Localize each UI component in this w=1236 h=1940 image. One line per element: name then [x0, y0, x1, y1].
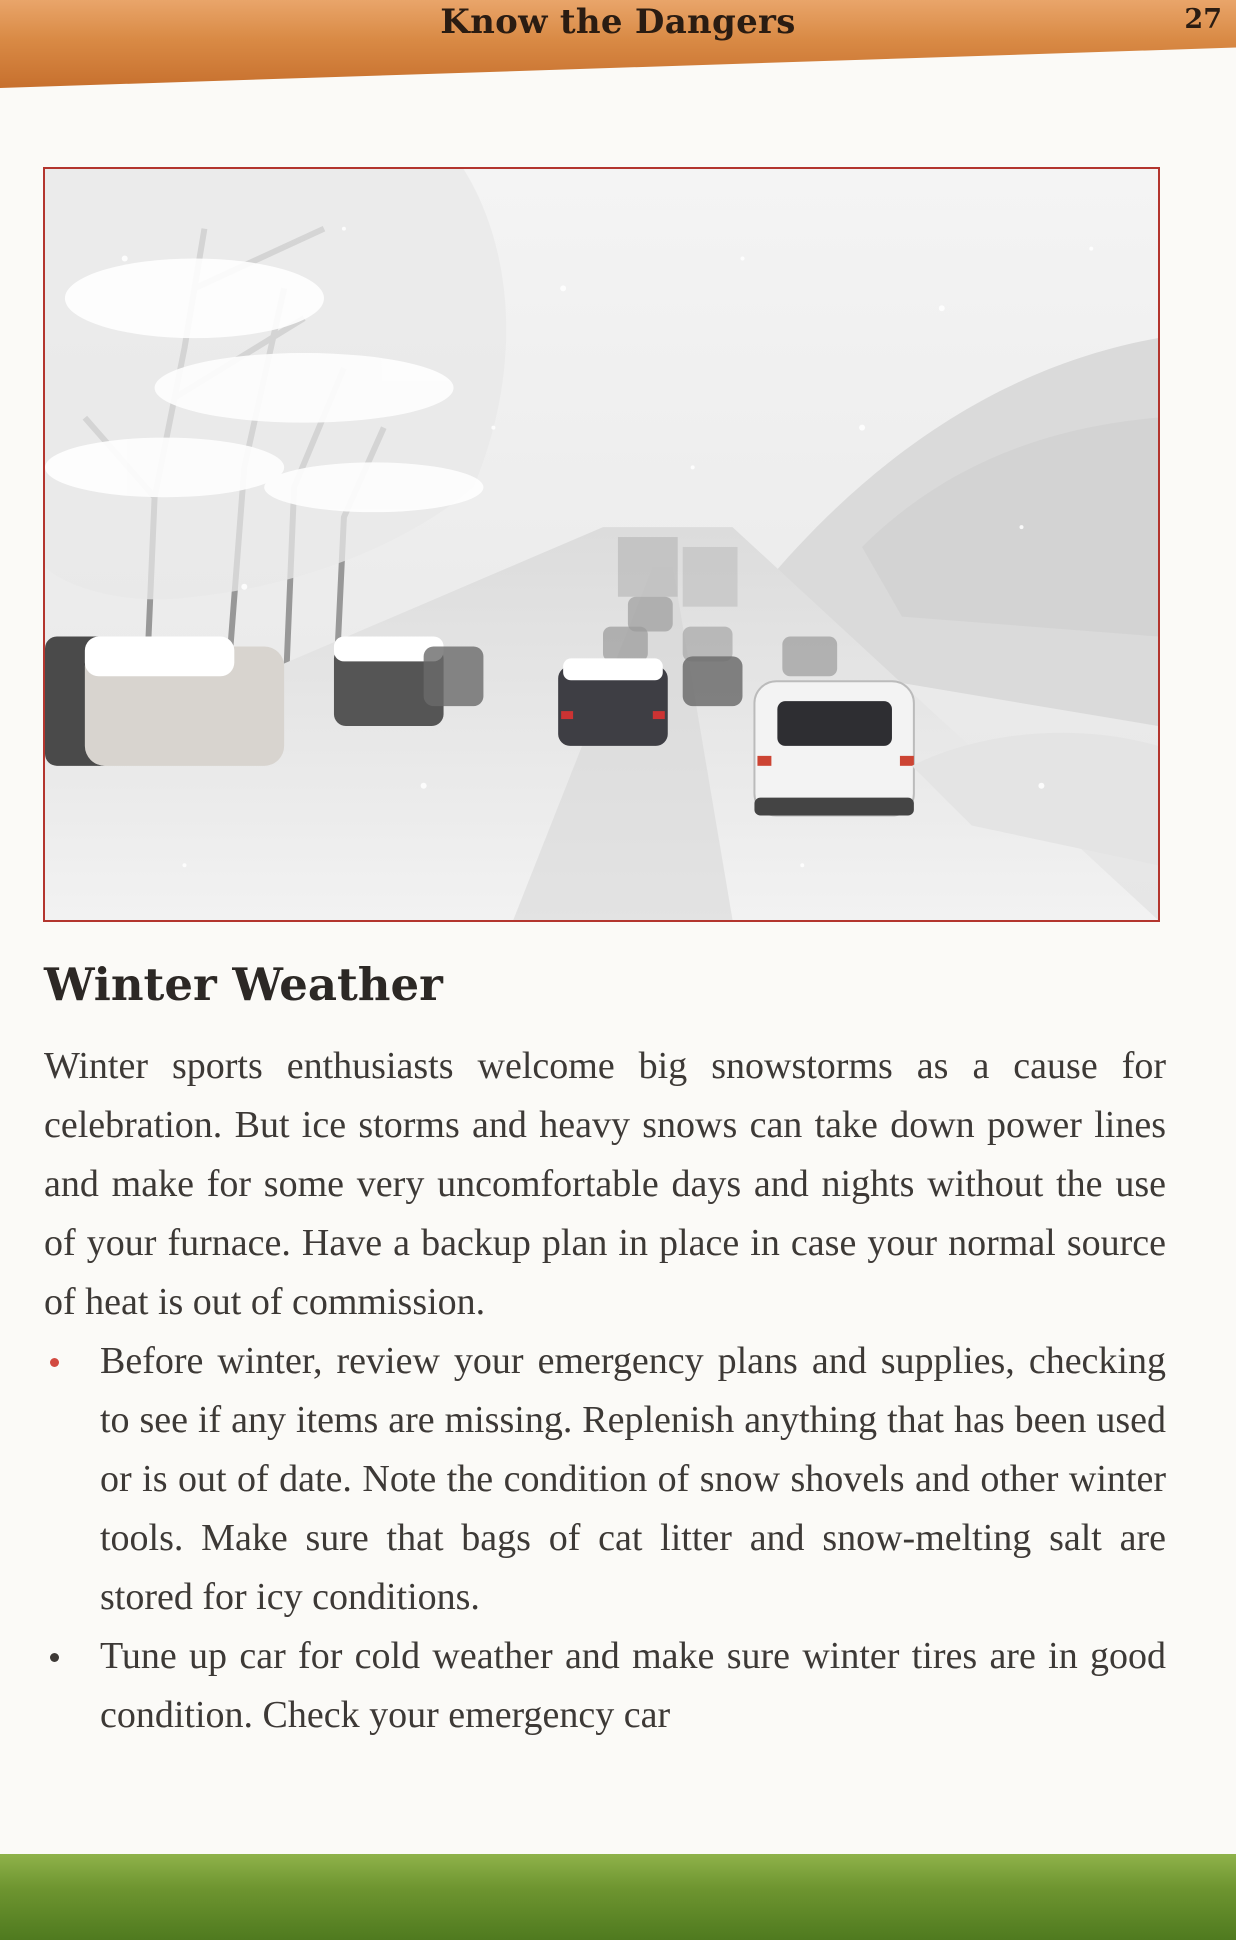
- footer-band: [0, 1854, 1236, 1940]
- list-item: [44, 1332, 1166, 1627]
- page-number: 27: [1184, 4, 1222, 35]
- bullet-icon: [50, 1653, 59, 1662]
- bullet-text: Tune up car for cold weather and make sure winter tires are in good condition. Check your emergency car: [100, 1635, 1166, 1736]
- snowy-road-illustration: [45, 169, 1158, 920]
- bullet-icon: [50, 1358, 59, 1367]
- tips-list: [44, 1332, 1166, 1745]
- intro-paragraph: Winter sports enthusiasts welcome big snowstorms as a cause for celebration. But ice storms and heavy snows can take down power lines and make for some very uncomfortable days and nights without the use of your furnace. Have a backup plan in place in case your normal source of heat is out of commission.: [44, 1045, 1166, 1323]
- snowy-road-photo: [43, 167, 1160, 922]
- running-header-title: Know the Dangers: [440, 2, 796, 42]
- list-item: [44, 1627, 1166, 1745]
- bullet-text: Before winter, review your emergency plans and supplies, checking to see if any items are missing. Replenish anything that has been used or is out of date. Note the condition of snow shovels and other winter tools. Make sure that bags of cat litter and snow-melting salt are stored for icy conditions.: [100, 1340, 1166, 1618]
- section-title: Winter Weather: [44, 958, 443, 1011]
